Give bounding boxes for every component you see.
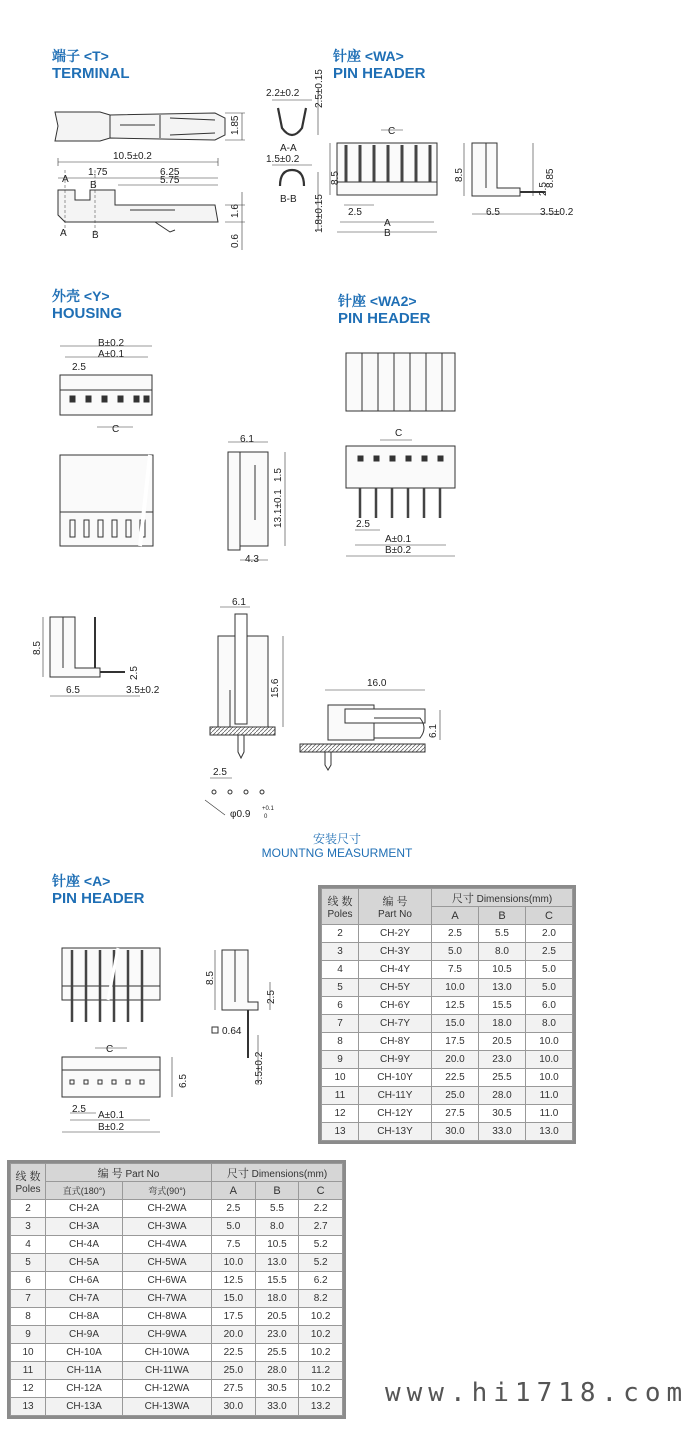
dim-2-2: 2.2±0.2 (266, 88, 300, 99)
table-cell-c: 11.2 (299, 1362, 343, 1380)
a-top-dim-b: B±0.2 (98, 1122, 125, 1133)
table-row (11, 1272, 343, 1290)
table-cell-a: 5.0 (432, 943, 479, 961)
table-cell-poles: 13 (11, 1398, 46, 1416)
table-cell-poles: 11 (11, 1362, 46, 1380)
housing-title-zh: 外壳 <Y> (52, 288, 110, 304)
a-dim-3-5: 3.5±0.2 (254, 1051, 265, 1085)
hole-tol-hi: +0.1 (262, 806, 274, 812)
table-cell-a: 12.5 (212, 1272, 256, 1290)
table-cell-poles: 4 (11, 1236, 46, 1254)
table-cell-straight: CH-2A (46, 1200, 123, 1218)
table-cell-c: 5.0 (526, 961, 573, 979)
table-cell-part-no: CH-13Y (359, 1123, 432, 1141)
table-a-frame (7, 1160, 346, 1419)
table-cell-c: 10.2 (299, 1308, 343, 1326)
table-a-dim-en: Dimensions(mm) (251, 1168, 328, 1180)
table-a-dim-header (212, 1164, 343, 1182)
table-row (11, 1236, 343, 1254)
terminal-title-zh: 端子 <T> (52, 48, 109, 64)
table-cell-poles: 5 (322, 979, 359, 997)
table-cell-part-no: CH-8Y (359, 1033, 432, 1051)
table-cell-poles: 7 (11, 1290, 46, 1308)
table-cell-poles: 3 (11, 1218, 46, 1236)
table-cell-b: 23.0 (479, 1051, 526, 1069)
table-cell-b: 15.5 (479, 997, 526, 1015)
a-dim-0-64: 0.64 (222, 1026, 242, 1037)
terminal-side-view (58, 158, 245, 250)
dim-5-75: 5.75 (160, 175, 180, 186)
table-a-col-a: A (212, 1182, 256, 1200)
table-cell-part-no: CH-7Y (359, 1015, 432, 1033)
dim-1-6: 1.6 (230, 204, 241, 218)
table-cell-part-no: CH-4Y (359, 961, 432, 979)
table-cell-c: 10.0 (526, 1051, 573, 1069)
a-top-dim-a: A±0.1 (98, 1110, 125, 1121)
table-cell-b: 18.0 (255, 1290, 299, 1308)
m2-dim-15-6: 15.6 (270, 678, 281, 698)
table-y-dim-zh: 尺寸 (451, 892, 474, 905)
table-cell-right-angle: CH-7WA (123, 1290, 212, 1308)
table-cell-c: 6.2 (299, 1272, 343, 1290)
wa-dim-a: A (384, 218, 391, 229)
table-cell-b: 8.0 (255, 1218, 299, 1236)
table-cell-right-angle: CH-2WA (123, 1200, 212, 1218)
table-y (321, 888, 573, 1141)
table-row (11, 1344, 343, 1362)
dim-10-5: 10.5±0.2 (113, 151, 152, 162)
y-dim-b: B±0.2 (98, 338, 125, 349)
table-cell-c: 2.7 (299, 1218, 343, 1236)
table-cell-c: 10.2 (299, 1344, 343, 1362)
m1-dim-8-5: 8.5 (32, 641, 43, 655)
table-cell-b: 5.5 (255, 1200, 299, 1218)
table-cell-poles: 11 (322, 1087, 359, 1105)
a-dim-2-5: 2.5 (266, 990, 277, 1004)
table-cell-a: 10.0 (432, 979, 479, 997)
table-cell-part-no: CH-5Y (359, 979, 432, 997)
table-y-poles-en: Poles (327, 909, 353, 920)
dim-2-5-015: 2.5±0.15 (314, 69, 325, 108)
terminal-title-en: TERMINAL (52, 65, 130, 82)
was-dim-8-5: 8.5 (454, 168, 465, 182)
table-cell-b: 28.0 (479, 1087, 526, 1105)
ys-dim-4-3: 4.3 (245, 554, 259, 565)
mounting-title-zh: 安装尺寸 (312, 832, 361, 846)
terminal-top-view (55, 112, 245, 141)
table-cell-poles: 4 (322, 961, 359, 979)
table-cell-b: 28.0 (255, 1362, 299, 1380)
table-cell-b: 18.0 (479, 1015, 526, 1033)
mounting-title-en: MOUNTNG MEASURMENT (261, 846, 413, 860)
table-y-col-c: C (526, 907, 573, 925)
table-cell-c: 2.0 (526, 925, 573, 943)
table-row (11, 1200, 343, 1218)
table-cell-a: 12.5 (432, 997, 479, 1015)
table-y-frame (318, 885, 576, 1144)
table-a (10, 1163, 343, 1416)
table-cell-poles: 7 (322, 1015, 359, 1033)
dim-1-5: 1.5±0.2 (266, 154, 300, 165)
table-row (322, 1015, 573, 1033)
table-cell-straight: CH-6A (46, 1272, 123, 1290)
table-cell-b: 10.5 (479, 961, 526, 979)
m1-dim-3-5: 3.5±0.2 (126, 685, 160, 696)
table-row (322, 1051, 573, 1069)
table-a-straight-header: 直式(180°) (46, 1182, 123, 1200)
table-cell-a: 15.0 (432, 1015, 479, 1033)
table-cell-straight: CH-7A (46, 1290, 123, 1308)
table-cell-a: 22.5 (432, 1069, 479, 1087)
wa2-dim-a: A±0.1 (385, 534, 412, 545)
table-cell-b: 20.5 (479, 1033, 526, 1051)
table-cell-poles: 12 (11, 1380, 46, 1398)
a-front-view (62, 948, 160, 1022)
table-cell-poles: 10 (11, 1344, 46, 1362)
table-cell-a: 7.5 (432, 961, 479, 979)
hole-dim-0-9: φ0.9 (230, 809, 251, 820)
housing-front-view (60, 455, 153, 546)
table-y-dim-header (432, 889, 573, 907)
watermark: www.hi1718.com (385, 1378, 688, 1408)
table-cell-b: 33.0 (479, 1123, 526, 1141)
table-y-body (322, 925, 573, 1141)
table-cell-right-angle: CH-6WA (123, 1272, 212, 1290)
mount-horizontal-assembly (300, 690, 440, 770)
table-cell-a: 10.0 (212, 1254, 256, 1272)
was-dim-8-85: 8.85 (545, 168, 556, 188)
table-cell-c: 5.2 (299, 1236, 343, 1254)
hole-tol-lo: 0 (264, 814, 268, 820)
table-row (322, 925, 573, 943)
table-cell-poles: 2 (322, 925, 359, 943)
table-y-part-zh: 编 号 (382, 896, 408, 908)
hole-dim-2-5: 2.5 (213, 767, 227, 778)
m3-dim-16-0: 16.0 (367, 678, 387, 689)
table-cell-part-no: CH-2Y (359, 925, 432, 943)
label-aa: A-A (280, 143, 297, 154)
dim-1-85: 1.85 (230, 115, 241, 135)
table-cell-a: 5.0 (212, 1218, 256, 1236)
table-cell-c: 2.2 (299, 1200, 343, 1218)
wa-dim-c: C (388, 126, 396, 137)
table-row (11, 1362, 343, 1380)
table-cell-poles: 3 (322, 943, 359, 961)
m1-dim-2-5: 2.5 (129, 666, 140, 680)
table-row (11, 1398, 343, 1416)
table-cell-c: 10.0 (526, 1069, 573, 1087)
ys-dim-1-5: 1.5 (273, 468, 284, 482)
table-cell-b: 30.5 (255, 1380, 299, 1398)
table-cell-right-angle: CH-10WA (123, 1344, 212, 1362)
table-cell-c: 11.0 (526, 1087, 573, 1105)
table-cell-b: 20.5 (255, 1308, 299, 1326)
table-cell-straight: CH-8A (46, 1308, 123, 1326)
table-cell-poles: 5 (11, 1254, 46, 1272)
table-cell-c: 2.5 (526, 943, 573, 961)
table-cell-c: 8.0 (526, 1015, 573, 1033)
table-a-part-en: Part No (125, 1168, 160, 1180)
table-cell-poles: 9 (11, 1326, 46, 1344)
table-cell-poles: 12 (322, 1105, 359, 1123)
table-row (11, 1254, 343, 1272)
table-cell-b: 13.0 (255, 1254, 299, 1272)
table-y-part-header (359, 889, 432, 925)
table-cell-a: 20.0 (432, 1051, 479, 1069)
ys-dim-13-1: 13.1±0.1 (273, 489, 284, 528)
table-cell-part-no: CH-6Y (359, 997, 432, 1015)
table-cell-b: 25.5 (255, 1344, 299, 1362)
table-cell-a: 30.0 (432, 1123, 479, 1141)
was-dim-6-5: 6.5 (486, 207, 500, 218)
label-a-top: A (62, 174, 69, 185)
table-row (322, 961, 573, 979)
table-y-dim-en: Dimensions(mm) (476, 893, 553, 905)
table-cell-poles: 6 (322, 997, 359, 1015)
table-cell-right-angle: CH-13WA (123, 1398, 212, 1416)
table-cell-part-no: CH-11Y (359, 1087, 432, 1105)
dim-0-6: 0.6 (230, 234, 241, 248)
table-cell-right-angle: CH-8WA (123, 1308, 212, 1326)
table-cell-c: 10.0 (526, 1033, 573, 1051)
ys-dim-6-1: 6.1 (240, 434, 254, 445)
wa-front-view (330, 130, 437, 232)
wa2-dim-c: C (395, 428, 403, 439)
table-row (11, 1218, 343, 1236)
table-cell-c: 11.0 (526, 1105, 573, 1123)
table-row (11, 1308, 343, 1326)
table-cell-c: 13.0 (526, 1123, 573, 1141)
a-top-dim-6-5: 6.5 (178, 1074, 189, 1088)
table-cell-poles: 13 (322, 1123, 359, 1141)
table-cell-c: 5.0 (526, 979, 573, 997)
table-cell-b: 10.5 (255, 1236, 299, 1254)
table-row (11, 1380, 343, 1398)
table-cell-right-angle: CH-12WA (123, 1380, 212, 1398)
table-cell-c: 10.2 (299, 1380, 343, 1398)
table-cell-a: 20.0 (212, 1326, 256, 1344)
a-top-dim-2-5: 2.5 (72, 1104, 86, 1115)
table-row (322, 1033, 573, 1051)
y-dim-2-5: 2.5 (72, 362, 86, 373)
table-cell-straight: CH-13A (46, 1398, 123, 1416)
wa-dim-b: B (384, 228, 391, 239)
table-cell-straight: CH-5A (46, 1254, 123, 1272)
table-y-poles-zh: 线 数 (327, 896, 353, 908)
table-cell-straight: CH-9A (46, 1326, 123, 1344)
table-cell-b: 13.0 (479, 979, 526, 997)
was-dim-3-5: 3.5±0.2 (540, 207, 574, 218)
table-cell-poles: 9 (322, 1051, 359, 1069)
y-dim-a: A±0.1 (98, 349, 125, 360)
table-cell-poles: 2 (11, 1200, 46, 1218)
table-cell-part-no: CH-3Y (359, 943, 432, 961)
table-cell-b: 33.0 (255, 1398, 299, 1416)
wa2-dim-b: B±0.2 (385, 545, 412, 556)
table-cell-right-angle: CH-5WA (123, 1254, 212, 1272)
table-row (322, 1105, 573, 1123)
table-cell-c: 13.2 (299, 1398, 343, 1416)
wa-title-zh: 针座 <WA> (333, 48, 404, 64)
table-cell-part-no: CH-9Y (359, 1051, 432, 1069)
dim-1-8: 1.8±0.15 (314, 194, 325, 233)
label-b-top: B (90, 180, 97, 191)
table-row (11, 1290, 343, 1308)
table-cell-right-angle: CH-9WA (123, 1326, 212, 1344)
table-cell-straight: CH-12A (46, 1380, 123, 1398)
m2-dim-6-1: 6.1 (232, 597, 246, 608)
label-a-bottom: A (60, 228, 67, 239)
table-cell-b: 8.0 (479, 943, 526, 961)
table-cell-a: 30.0 (212, 1398, 256, 1416)
a-dim-8-5: 8.5 (205, 971, 216, 985)
table-cell-straight: CH-11A (46, 1362, 123, 1380)
wa2-title-en: PIN HEADER (338, 310, 431, 327)
table-cell-a: 27.5 (212, 1380, 256, 1398)
table-cell-poles: 6 (11, 1272, 46, 1290)
table-cell-b: 25.5 (479, 1069, 526, 1087)
m1-dim-6-5: 6.5 (66, 685, 80, 696)
wa-dim-8-5: 8.5 (330, 171, 341, 185)
y-dim-c: C (112, 424, 120, 435)
table-cell-right-angle: CH-11WA (123, 1362, 212, 1380)
table-cell-part-no: CH-10Y (359, 1069, 432, 1087)
table-row (322, 1069, 573, 1087)
table-y-col-b: B (479, 907, 526, 925)
table-a-part-zh: 编 号 (97, 1167, 123, 1180)
table-cell-a: 7.5 (212, 1236, 256, 1254)
table-a-poles-header (11, 1164, 46, 1200)
table-cell-a: 17.5 (212, 1308, 256, 1326)
table-cell-straight: CH-3A (46, 1218, 123, 1236)
dim-1-75: 1.75 (88, 167, 108, 178)
m3-dim-6-1: 6.1 (428, 724, 439, 738)
table-cell-right-angle: CH-3WA (123, 1218, 212, 1236)
a-title-en: PIN HEADER (52, 890, 145, 907)
table-cell-straight: CH-4A (46, 1236, 123, 1254)
table-cell-b: 5.5 (479, 925, 526, 943)
wa2-top-view (346, 353, 455, 411)
table-cell-b: 30.5 (479, 1105, 526, 1123)
table-cell-poles: 8 (322, 1033, 359, 1051)
a-title-zh: 针座 <A> (52, 873, 111, 889)
table-a-right-header: 弯式(90°) (123, 1182, 212, 1200)
wa-title-en: PIN HEADER (333, 65, 426, 82)
table-a-dim-zh: 尺寸 (226, 1167, 249, 1180)
table-cell-a: 17.5 (432, 1033, 479, 1051)
table-cell-c: 8.2 (299, 1290, 343, 1308)
table-y-part-en: Part No (378, 909, 412, 920)
table-cell-poles: 8 (11, 1308, 46, 1326)
table-y-col-a: A (432, 907, 479, 925)
table-cell-a: 15.0 (212, 1290, 256, 1308)
table-a-col-b: B (255, 1182, 299, 1200)
dim-6-25: 6.25 (160, 167, 180, 178)
wa2-title-zh: 针座 <WA2> (338, 293, 417, 309)
housing-title-en: HOUSING (52, 305, 123, 322)
wa2-dim-2-5: 2.5 (356, 519, 370, 530)
table-a-body (11, 1200, 343, 1416)
table-a-col-c: C (299, 1182, 343, 1200)
table-cell-a: 27.5 (432, 1105, 479, 1123)
was-dim-2-5: 2.5 (538, 182, 549, 196)
table-a-poles-en: Poles (15, 1184, 41, 1195)
table-cell-a: 2.5 (212, 1200, 256, 1218)
table-cell-a: 22.5 (212, 1344, 256, 1362)
table-a-poles-zh: 线 数 (15, 1171, 41, 1183)
table-cell-right-angle: CH-4WA (123, 1236, 212, 1254)
label-bb: B-B (280, 194, 297, 205)
table-cell-poles: 10 (322, 1069, 359, 1087)
table-row (11, 1326, 343, 1344)
table-cell-part-no: CH-12Y (359, 1105, 432, 1123)
label-b-bottom: B (92, 230, 99, 241)
table-row (322, 943, 573, 961)
table-row (322, 997, 573, 1015)
table-cell-straight: CH-10A (46, 1344, 123, 1362)
wa-dim-2-5: 2.5 (348, 207, 362, 218)
table-cell-a: 25.0 (212, 1362, 256, 1380)
table-cell-c: 5.2 (299, 1254, 343, 1272)
table-a-part-header (46, 1164, 212, 1182)
table-cell-c: 6.0 (526, 997, 573, 1015)
table-cell-a: 2.5 (432, 925, 479, 943)
table-cell-c: 10.2 (299, 1326, 343, 1344)
a-top-dim-c: C (106, 1044, 114, 1055)
table-row (322, 1087, 573, 1105)
table-cell-a: 25.0 (432, 1087, 479, 1105)
table-row (322, 979, 573, 997)
table-cell-b: 15.5 (255, 1272, 299, 1290)
table-y-poles-header (322, 889, 359, 925)
table-row (322, 1123, 573, 1141)
table-cell-b: 23.0 (255, 1326, 299, 1344)
